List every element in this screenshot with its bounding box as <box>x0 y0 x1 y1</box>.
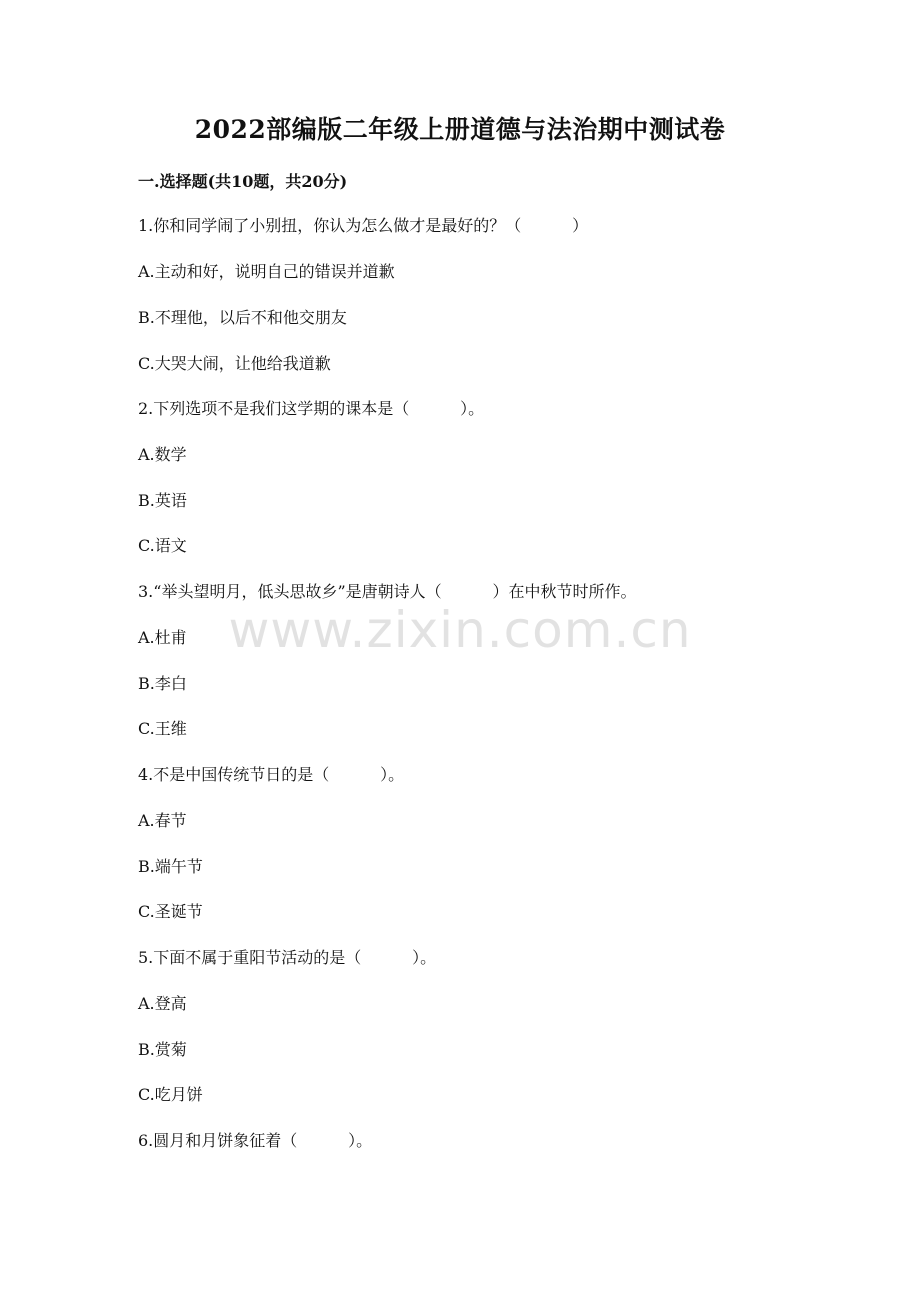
question-option: C.语文 <box>138 536 187 555</box>
question-stem: 1.你和同学闹了小别扭，你认为怎么做才是最好的？（ ） <box>138 216 589 235</box>
question-option: A.春节 <box>138 811 187 830</box>
question-option: A.数学 <box>138 445 187 464</box>
question-stem: 3.“举头望明月，低头思故乡”是唐朝诗人（ ）在中秋节时所作。 <box>138 582 637 601</box>
question-option: A.杜甫 <box>138 628 187 647</box>
page-title: 2022部编版二年级上册道德与法治期中测试卷 <box>194 115 726 144</box>
question-option: C.王维 <box>138 719 187 738</box>
question-stem: 2.下列选项不是我们这学期的课本是（ ）。 <box>138 399 485 418</box>
question-option: B.英语 <box>138 491 187 510</box>
section-heading: 一.选择题(共10题，共20分) <box>138 172 348 191</box>
question-option: B.不理他，以后不和他交朋友 <box>138 308 347 327</box>
question-stem: 6.圆月和月饼象征着（ ）。 <box>138 1131 373 1150</box>
question-option: A.登高 <box>138 994 187 1013</box>
question-option: C.吃月饼 <box>138 1085 203 1104</box>
question-option: B.赏菊 <box>138 1040 187 1059</box>
question-stem: 4.不是中国传统节日的是（ ）。 <box>138 765 405 784</box>
question-option: A.主动和好，说明自己的错误并道歉 <box>138 262 395 281</box>
watermark: www.zixin.com.cn <box>228 601 692 659</box>
question-option: C.圣诞节 <box>138 902 203 921</box>
question-option: C.大哭大闹，让他给我道歉 <box>138 354 331 373</box>
question-option: B.李白 <box>138 674 187 693</box>
question-stem: 5.下面不属于重阳节活动的是（ ）。 <box>138 948 437 967</box>
question-option: B.端午节 <box>138 857 203 876</box>
